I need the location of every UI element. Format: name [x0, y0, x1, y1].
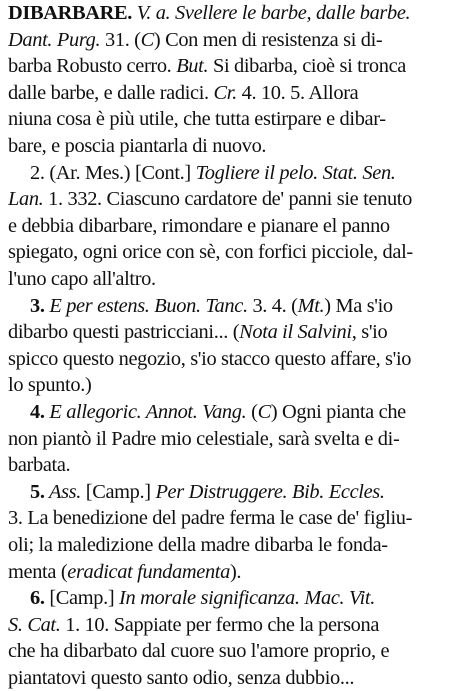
text-run: ) Ma s'io: [324, 294, 393, 317]
text-run: e debbia dibarbare, rimondare e pianare el panno: [8, 214, 390, 237]
entry-line: [8, 665, 468, 691]
entry-line: [8, 27, 468, 53]
entry-line: [8, 426, 468, 452]
text-run: ) Ogni pianta che: [270, 401, 406, 423]
text-run: [Camp.]: [44, 587, 120, 610]
text-run: 31. (: [100, 28, 141, 51]
text-run: (: [246, 401, 258, 423]
text-run: bare, e poscia piantarla di nuovo.: [8, 135, 267, 157]
text-run: non piantò il Padre mio celestiale, sarà svelta e di-: [8, 427, 400, 450]
italic-text: V. a. Svellere le barbe, dalle barbe.: [136, 2, 411, 24]
italic-text: Dant. Purg.: [8, 28, 101, 51]
entry-line: [8, 612, 468, 638]
italic-text: Per Distruggere. Bib. Eccles.: [155, 480, 385, 503]
text-run: 1. 10. Sappiate per fermo che la persona: [60, 613, 380, 636]
bold-text: .: [127, 2, 137, 24]
text-run: ).: [229, 560, 242, 583]
entry-line: [30, 399, 468, 425]
text-run: 4. 10. 5. Allora: [236, 81, 359, 104]
text-run: che ha dibarbato dal cuore suo l'amore proprio, e: [8, 640, 390, 663]
text-run: barbata.: [8, 454, 71, 477]
entry-line: [30, 479, 468, 505]
italic-text: Cr.: [213, 81, 237, 104]
entry-line: [8, 53, 468, 79]
italic-text: Mt.: [297, 294, 325, 317]
text-run: 1. 332. Ciascuno cardatore de' panni sie tenuto: [43, 188, 412, 211]
text-run: 3. 4. (: [247, 294, 298, 317]
italic-text: Lan.: [8, 188, 44, 211]
text-run: ) Con men di resistenza si di-: [153, 28, 383, 51]
bold-text: 4.: [30, 401, 45, 423]
bold-text: 5.: [30, 480, 45, 503]
italic-text: eradicat fundamenta: [67, 560, 230, 583]
italic-text: E allegoric. Annot. Vang.: [44, 401, 247, 423]
bold-text: 3.: [30, 294, 45, 317]
text-run: dalle barbe, e dalle radici.: [8, 81, 214, 104]
entry-line: [8, 559, 468, 585]
text-run: dibarbo questi pastricciani... (: [8, 321, 240, 344]
text-run: barba Robusto cerro.: [8, 55, 177, 78]
italic-text: Nota il Salvini: [239, 321, 352, 344]
entry-line: [8, 319, 468, 345]
italic-text: But.: [176, 55, 209, 78]
text-run: Si dibarba, cioè si tronca: [208, 55, 406, 78]
text-run: spiegato, ogni orice con sè, con forfici picciole, dal-: [8, 241, 413, 264]
text-run: menta (: [8, 560, 68, 583]
entry-line: [8, 186, 468, 212]
entry-line: [8, 452, 468, 478]
italic-text: C: [140, 28, 154, 51]
entry-line: [8, 239, 468, 265]
italic-text: S. Cat.: [8, 613, 61, 636]
italic-text: Togliere il pelo. Stat. Sen.: [195, 161, 396, 184]
entry-line: [8, 106, 468, 132]
text-run: 2. (Ar. Mes.) [Cont.]: [30, 161, 196, 184]
entry-line: [8, 532, 468, 558]
entry-line: [8, 213, 468, 239]
text-run: piantatovi questo santo odio, senza dubbio...: [8, 667, 355, 689]
text-run: spicco questo negozio, s'io stacco questo affare, s'io: [8, 347, 412, 370]
text-run: oli; la maledizione della madre dibarba le fonda-: [8, 534, 388, 556]
entry-line: [8, 266, 468, 292]
entry-line: [8, 638, 468, 664]
entry-line: [30, 293, 468, 319]
italic-text: Ass.: [44, 480, 81, 503]
bold-text: DIBARBARE: [8, 2, 128, 24]
entry-line: [8, 505, 468, 531]
text-run: niuna cosa è più utile, che tutta estirpare e dibar-: [8, 108, 386, 131]
entry-line: [30, 160, 468, 186]
text-run: [Camp.]: [81, 480, 156, 503]
text-run: lo spunto.): [8, 374, 92, 397]
bold-text: 6.: [30, 587, 45, 610]
italic-text: E per estens. Buon. Tanc.: [44, 294, 248, 317]
text-run: , s'io: [351, 321, 388, 344]
entry-line: [8, 80, 468, 106]
text-run: 3. La benedizione del padre ferma le case de' figliu-: [8, 507, 413, 530]
italic-text: In morale significanza. Mac. Vit.: [119, 587, 375, 610]
entry-line: [30, 585, 468, 611]
entry-line: [8, 133, 468, 159]
entry-line: [8, 0, 468, 26]
entry-line: [8, 346, 468, 372]
text-run: l'uno capo all'altro.: [8, 268, 156, 290]
entry-line: [8, 372, 468, 398]
italic-text: C: [257, 401, 271, 423]
